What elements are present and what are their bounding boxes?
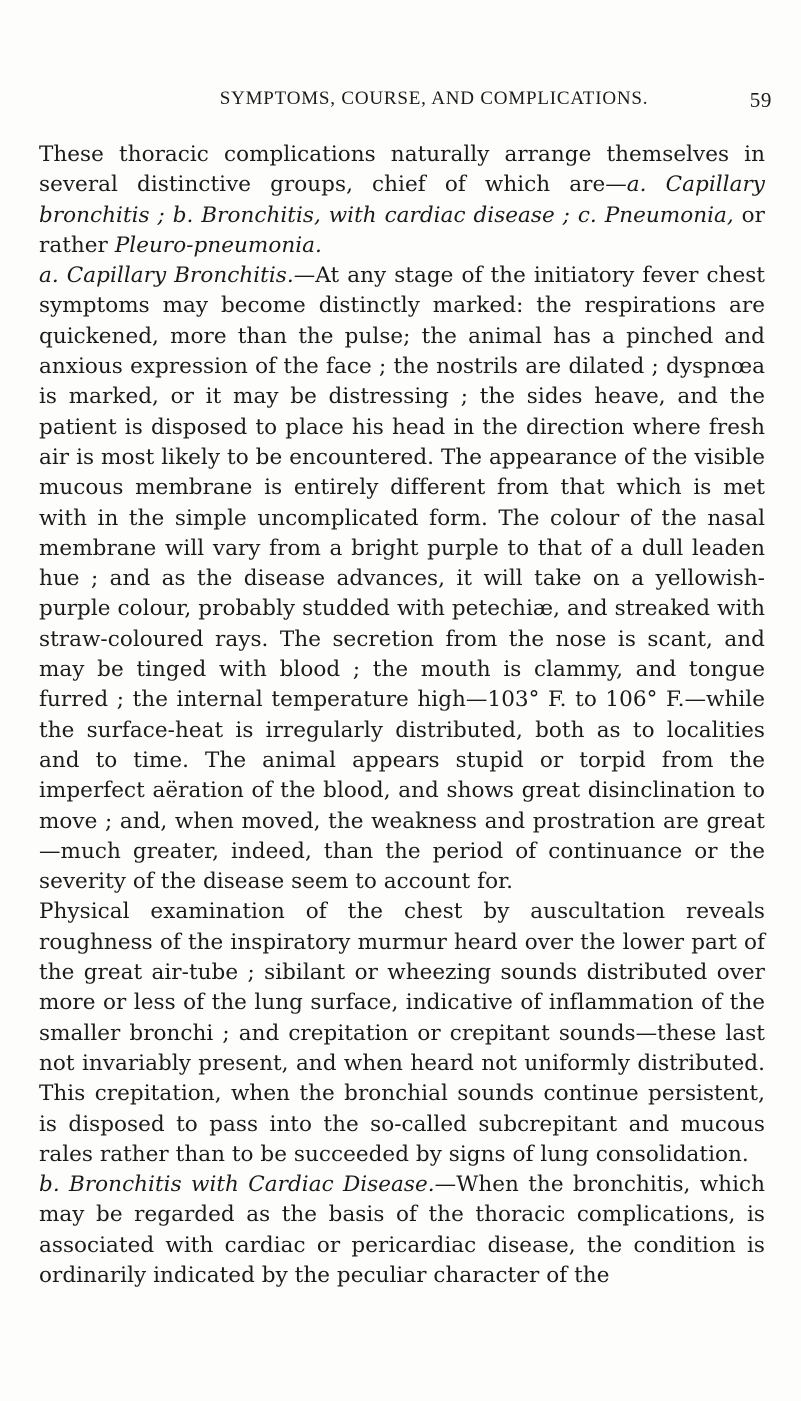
text-run: —At any stage of the initiatory fever chest symptoms may become distinctly marked: the respirations are quickened, more than the pulse; the animal has a pinched and anxious expression of the face ; the nostrils are dilated ; dyspnœa is marked, or it may be distressing ; the sides heave, and the patient is disposed to place his head in the direction where fresh air is most likely to be encountered. The appearance of the visible mucous membrane is entirely different from that which is met with in the simple uncomplicated form. The colour of the nasal membrane will vary from a bright purple to that of a dull leaden hue ; and as the disease advances, it will take on a yellowish-purple colour, probably studded with petechiæ, and streaked with straw-coloured rays. The secretion from the nose is scant, and may be tinged with blood ; the mouth is clammy, and tongue furred ; the internal temperature high—103° F. to 106° F.—while the surface-heat is irregularly distributed, both as to localities and to time. The animal appears stupid or torpid from the imperfect aëration of the blood, and shows great disinclination to move ; and, when moved, the weakness and prostration are great—much greater, indeed, than the period of continuance or the severity of the disease seem to account for. — [39, 263, 765, 895]
text-run: —When the bronchitis, which may be regarded as the basis of the thoracic complications, is associated with cardiac or pericardiac disease, the condition is ordinarily indicated by the peculiar character of the — [39, 1172, 765, 1288]
text-run: These thoracic complications naturally arrange themselves in several distinctive groups, chief of which are— — [39, 142, 765, 198]
section-heading-a: a. Capillary Bronchitis. — [39, 263, 294, 289]
text-run: or rather — [39, 202, 765, 258]
body-text — [39, 140, 765, 1291]
section-heading-b: b. Bronchitis with Cardiac Disease. — [39, 1172, 435, 1198]
text-run-italic: a. Capillary bronchitis ; b. Bronchitis, with cardiac disease ; c. Pneumonia, — [39, 172, 765, 228]
text-run: Physical examination of the chest by auscultation reveals roughness of the inspiratory murmur heard over the lower part of the great air-tube ; sibilant or wheezing sounds distributed over more or less of the lung surface, indicative of inflammation of the smaller bronchi ; and crepitation or crepitant sounds—these last not invariably present, and when heard not uniformly distributed. This crepitation, when the bronchial sounds continue persistent, is disposed to pass into the so-called subcrepitant and mucous rales rather than to be succeeded by signs of lung consolidation. — [39, 899, 765, 1167]
text-run-italic: Pleuro-pneumonia. — [114, 232, 322, 258]
paragraph-cardiac-disease — [39, 1170, 765, 1291]
paragraph-intro — [39, 140, 765, 261]
running-header — [116, 88, 772, 116]
page-number: 59 — [749, 88, 772, 112]
running-title: SYMPTOMS, COURSE, AND COMPLICATIONS. — [219, 88, 649, 109]
paragraph-physical-examination — [39, 897, 765, 1170]
paragraph-capillary-bronchitis — [39, 261, 765, 897]
